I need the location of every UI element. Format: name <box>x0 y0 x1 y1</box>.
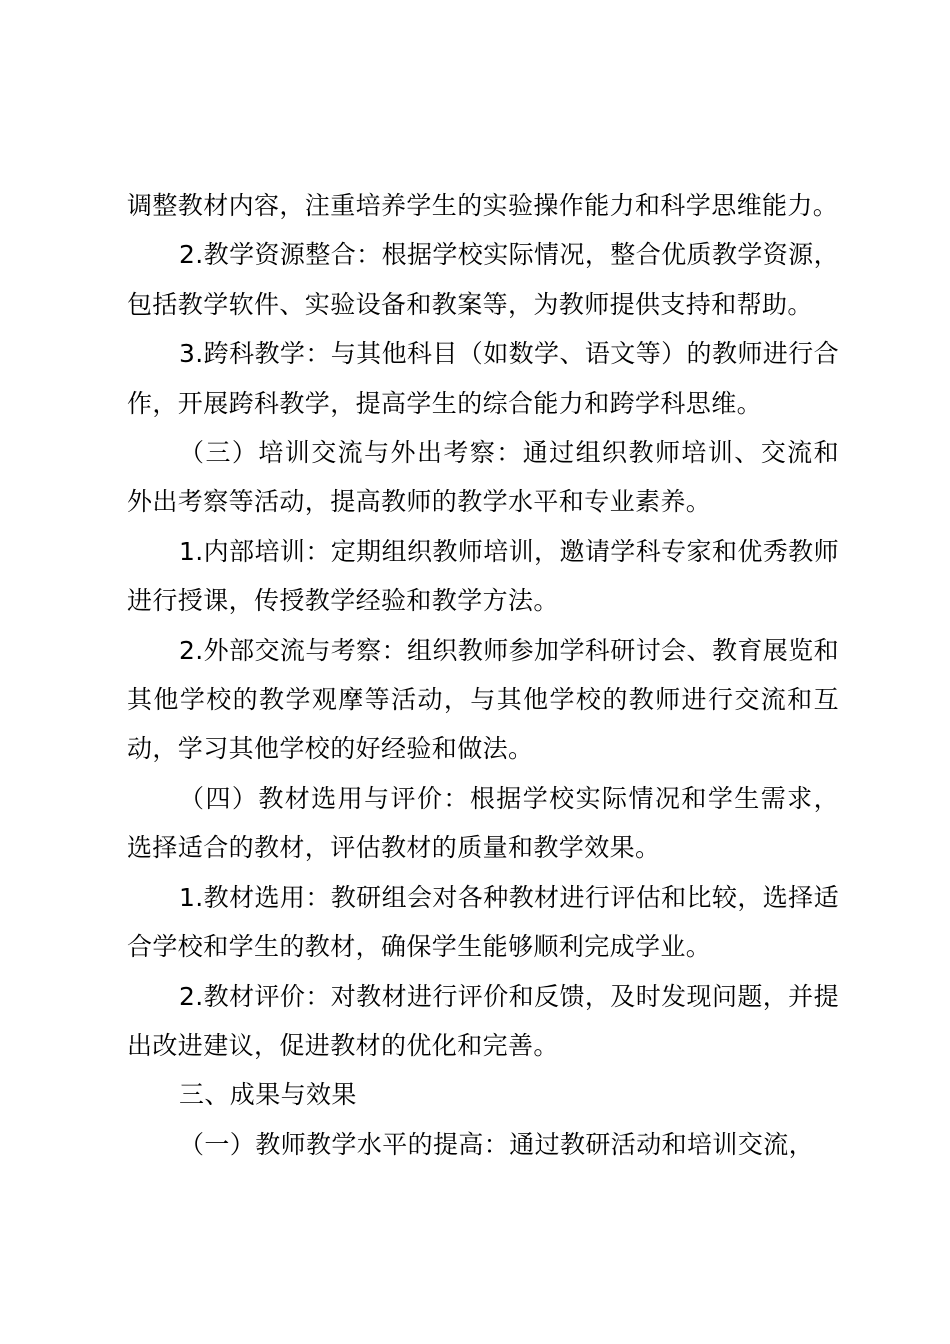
paragraph-resource-integration: 2.教学资源整合：根据学校实际情况，整合优质教学资源，包括教学软件、实验设备和教案等，为教师提供支持和帮助。 <box>127 240 839 319</box>
paragraph-textbook-selection: 1.教材选用：教研组会对各种教材进行评估和比较，选择适合学校和学生的教材，确保学生能够顺利完成学业。 <box>127 882 839 962</box>
document-body <box>127 181 839 1169</box>
paragraph-textbook-selection-heading: （四）教材选用与评价：根据学校实际情况和学生需求，选择适合的教材，评估教材的质量和教学效果。 <box>127 783 839 863</box>
paragraph-teacher-improvement: （一）教师教学水平的提高：通过教研活动和培训交流， <box>179 1129 815 1159</box>
section-heading-results: 三、成果与效果 <box>179 1080 357 1110</box>
paragraph-external-exchange: 2.外部交流与考察：组织教师参加学科研讨会、教育展览和其他学校的教学观摩等活动，与其他学校的教师进行交流和互动，学习其他学校的好经验和做法。 <box>127 635 839 764</box>
paragraph-training-exchange-heading: （三）培训交流与外出考察：通过组织教师培训、交流和外出考察等活动，提高教师的教学水平和专业素养。 <box>127 438 839 517</box>
paragraph-internal-training: 1.内部培训：定期组织教师培训，邀请学科专家和优秀教师进行授课，传授教学经验和教学方法。 <box>127 536 839 616</box>
paragraph-cross-subject-teaching: 3.跨科教学：与其他科目（如数学、语文等）的教师进行合作，开展跨科教学，提高学生的综合能力和跨学科思维。 <box>127 339 839 418</box>
paragraph-continuation: 调整教材内容，注重培养学生的实验操作能力和科学思维能力。 <box>127 191 839 220</box>
paragraph-textbook-evaluation: 2.教材评价：对教材进行评价和反馈，及时发现问题，并提出改进建议，促进教材的优化和完善。 <box>127 981 839 1060</box>
